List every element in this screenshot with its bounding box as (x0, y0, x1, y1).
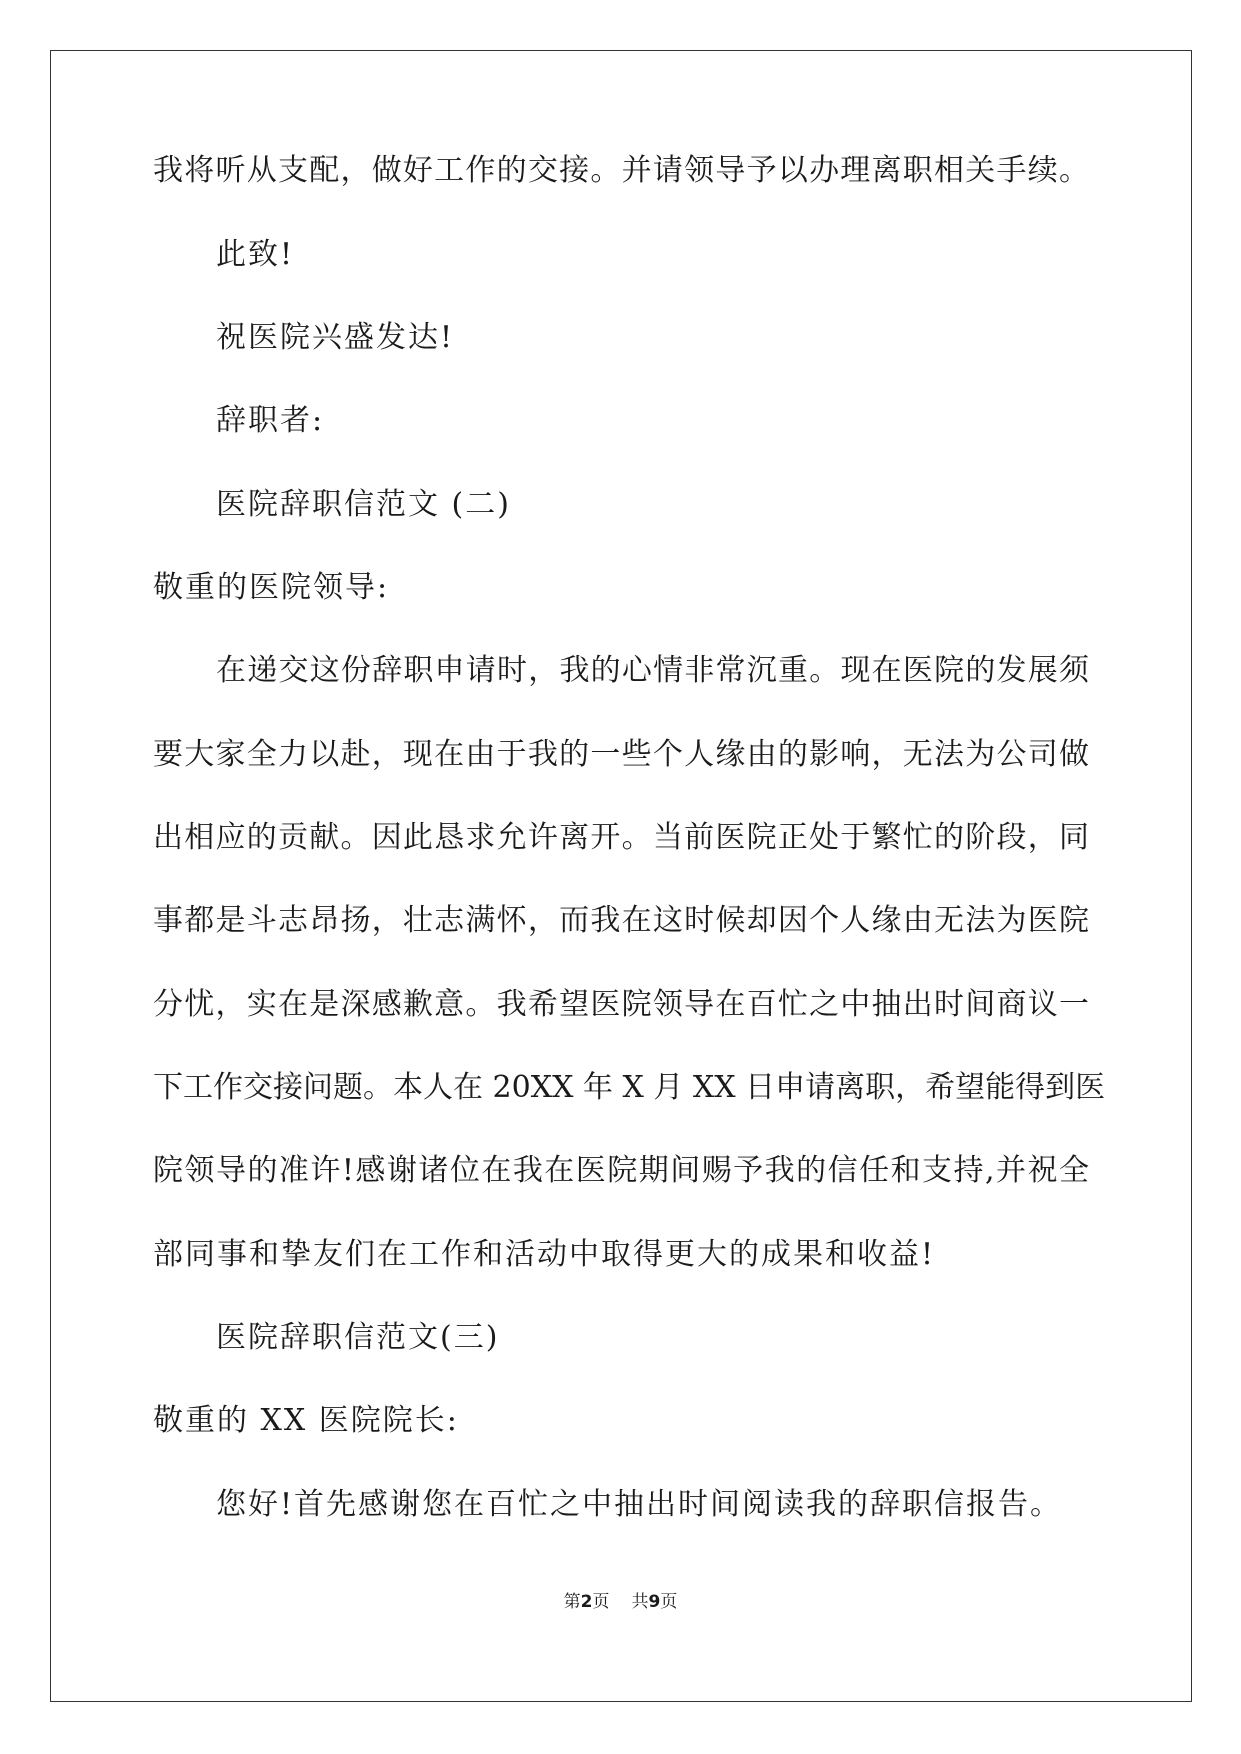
page-border (50, 50, 1192, 1702)
total-prefix: 共 (631, 1592, 649, 1612)
paragraph-line: 事都是斗志昂扬，壮志满怀，而我在这时候却因个人缘由无法为医院 (153, 903, 1089, 938)
greeting: 敬重的医院领导: (153, 570, 390, 605)
closing-salutation: 此致! (216, 237, 295, 272)
page-suffix: 页 (592, 1592, 610, 1612)
paragraph-line: 分忧，实在是深感歉意。我希望医院领导在百忙之中抽出时间商议一 (153, 987, 1089, 1022)
section-heading: 医院辞职信范文(三) (216, 1320, 500, 1355)
signature-label: 辞职者: (216, 403, 325, 438)
page-prefix: 第 (563, 1592, 581, 1612)
total-suffix: 页 (660, 1592, 678, 1612)
paragraph-line: 部同事和挚友们在工作和活动中取得更大的成果和收益! (153, 1237, 936, 1272)
greeting: 敬重的 XX 医院院长: (153, 1403, 459, 1438)
paragraph-line: 我将听从支配，做好工作的交接。并请领导予以办理离职相关手续。 (153, 153, 1089, 188)
paragraph-line: 您好!首先感谢您在百忙之中抽出时间阅读我的辞职信报告。 (216, 1487, 1063, 1522)
page-footer (0, 1590, 1241, 1614)
section-heading: 医院辞职信范文 (二) (216, 487, 511, 522)
total-pages: 9 (648, 1592, 661, 1612)
paragraph-line: 要大家全力以赴，现在由于我的一些个人缘由的影响，无法为公司做 (153, 737, 1089, 772)
paragraph-line: 下工作交接问题。本人在 20XX 年 X 月 XX 日申请离职，希望能得到医 (153, 1070, 1106, 1105)
paragraph-line: 院领导的准许!感谢诸位在我在医院期间赐予我的信任和支持,并祝全 (153, 1153, 1089, 1188)
paragraph-line: 出相应的贡献。因此恳求允许离开。当前医院正处于繁忙的阶段，同 (153, 820, 1089, 855)
paragraph-line: 在递交这份辞职申请时，我的心情非常沉重。现在医院的发展须 (216, 653, 1089, 688)
closing-wish: 祝医院兴盛发达! (216, 320, 455, 355)
page-number: 2 (580, 1592, 593, 1612)
